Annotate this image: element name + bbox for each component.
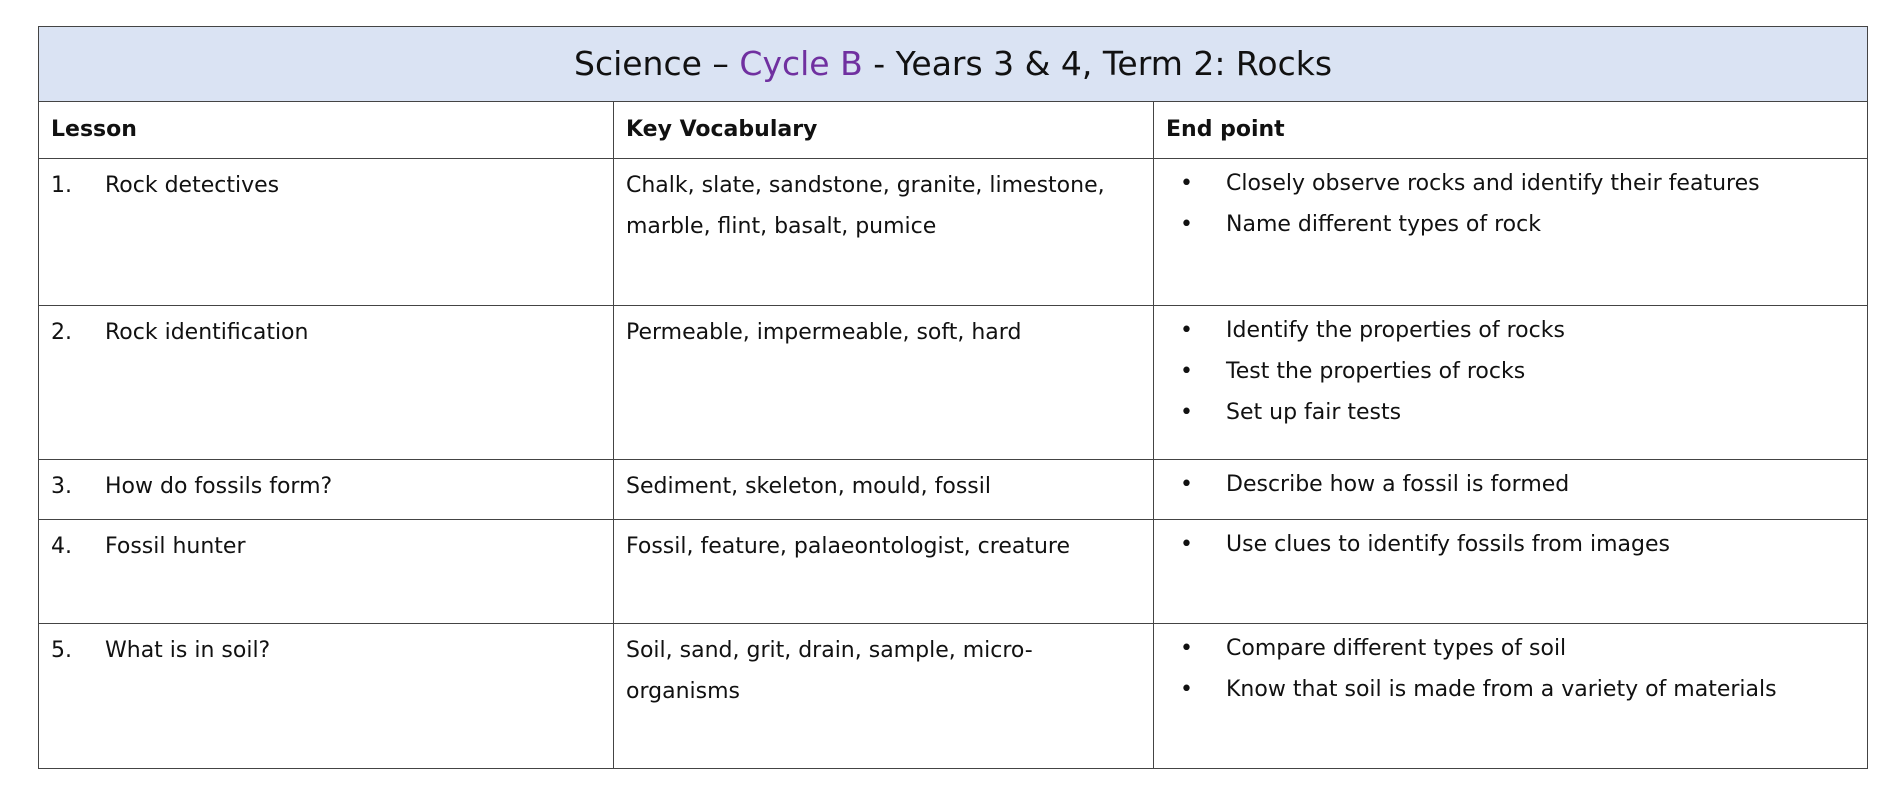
lesson-number: 2.	[51, 320, 72, 345]
lesson-title: Rock identification	[105, 320, 309, 345]
endpoint-text: Identify the properties of rocks	[1226, 318, 1565, 343]
endpoint-item	[1166, 351, 1855, 392]
vocab-cell: Chalk, slate, sandstone, granite, limestone, marble, flint, basalt, pumice	[614, 159, 1154, 306]
endpoint-item	[1166, 669, 1855, 710]
endpoint-cell	[1154, 306, 1868, 460]
lesson-cell	[39, 306, 614, 460]
bullet-icon: •	[1180, 171, 1193, 196]
title-accent: Cycle B	[739, 44, 863, 83]
bullet-icon: •	[1180, 318, 1193, 343]
endpoint-text: Describe how a fossil is formed	[1226, 472, 1570, 497]
table-row	[39, 306, 1868, 460]
endpoint-list	[1166, 163, 1855, 245]
vocab-cell: Fossil, feature, palaeontologist, creature	[614, 520, 1154, 624]
endpoint-list	[1166, 628, 1855, 710]
endpoint-cell	[1154, 159, 1868, 306]
endpoint-text: Name different types of rock	[1226, 212, 1541, 237]
vocab-cell: Sediment, skeleton, mould, fossil	[614, 460, 1154, 520]
bullet-icon: •	[1180, 400, 1193, 425]
table-row	[39, 460, 1868, 520]
vocab-cell: Soil, sand, grit, drain, sample, micro-organisms	[614, 624, 1154, 769]
bullet-icon: •	[1180, 359, 1193, 384]
endpoint-list	[1166, 310, 1855, 433]
endpoint-list	[1166, 464, 1855, 505]
endpoint-item	[1166, 524, 1855, 565]
lesson-number: 5.	[51, 638, 72, 663]
endpoint-item	[1166, 204, 1855, 245]
vocab-cell: Permeable, impermeable, soft, hard	[614, 306, 1154, 460]
lesson-number: 3.	[51, 474, 72, 499]
table-row	[39, 624, 1868, 769]
bullet-icon: •	[1180, 532, 1193, 557]
endpoint-cell	[1154, 520, 1868, 624]
lesson-title: How do fossils form?	[105, 474, 333, 499]
page-title	[39, 27, 1868, 102]
table-row	[39, 520, 1868, 624]
header-vocab: Key Vocabulary	[614, 102, 1154, 159]
endpoint-text: Closely observe rocks and identify their features	[1226, 171, 1760, 196]
lesson-cell	[39, 624, 614, 769]
endpoint-text: Set up fair tests	[1226, 400, 1402, 425]
lesson-title: Rock detectives	[105, 173, 280, 198]
lesson-title: Fossil hunter	[105, 534, 246, 559]
endpoint-text: Know that soil is made from a variety of materials	[1226, 677, 1777, 702]
bullet-icon: •	[1180, 677, 1193, 702]
bullet-icon: •	[1180, 636, 1193, 661]
endpoint-item	[1166, 163, 1855, 204]
endpoint-item	[1166, 628, 1855, 669]
lesson-cell	[39, 520, 614, 624]
endpoint-text: Use clues to identify fossils from images	[1226, 532, 1670, 557]
endpoint-item	[1166, 310, 1855, 351]
table-row	[39, 159, 1868, 306]
bullet-icon: •	[1180, 472, 1193, 497]
endpoint-item	[1166, 392, 1855, 433]
endpoint-text: Compare different types of soil	[1226, 636, 1567, 661]
title-prefix: Science –	[574, 44, 740, 83]
title-suffix: - Years 3 & 4, Term 2: Rocks	[862, 44, 1333, 83]
endpoint-text: Test the properties of rocks	[1226, 359, 1526, 384]
lesson-cell	[39, 460, 614, 520]
endpoint-cell	[1154, 460, 1868, 520]
lesson-title: What is in soil?	[105, 638, 271, 663]
header-lesson: Lesson	[39, 102, 614, 159]
lesson-number: 1.	[51, 173, 72, 198]
endpoint-item	[1166, 464, 1855, 505]
header-endpoint: End point	[1154, 102, 1868, 159]
curriculum-table	[38, 26, 1868, 769]
endpoint-cell	[1154, 624, 1868, 769]
lesson-number: 4.	[51, 534, 72, 559]
bullet-icon: •	[1180, 212, 1193, 237]
lesson-cell	[39, 159, 614, 306]
endpoint-list	[1166, 524, 1855, 565]
